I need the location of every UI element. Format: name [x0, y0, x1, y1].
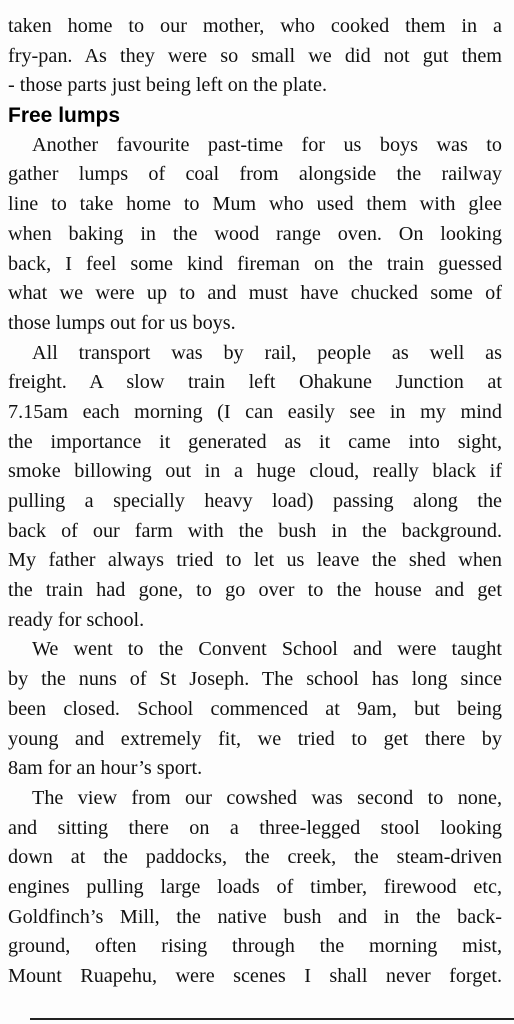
text-line: 7.15am each morning (I can easily see in my mind — [8, 400, 502, 423]
text-line: taken home to our mother, who cooked them in a — [8, 15, 502, 37]
text-line: Another favourite past-time for us boys was to — [32, 133, 502, 156]
text-line: ground, often rising through the morning mist, — [8, 935, 502, 958]
text-line: The view from our cowshed was second to none, — [32, 786, 502, 809]
text-line: - those parts just being left on the plate. — [8, 74, 327, 97]
paragraph-view — [8, 784, 502, 992]
text-line: down at the paddocks, the creek, the steam-driven — [8, 846, 502, 869]
text-line: gather lumps of coal from alongside the railway — [8, 163, 502, 186]
text-line: 8am for an hour’s sport. — [8, 757, 203, 780]
bottom-rule — [30, 1018, 514, 1020]
section-heading: Free lumps — [8, 104, 121, 128]
text-line: pulling a specially heavy load) passing along the — [8, 490, 502, 512]
text-line: and sitting there on a three-legged stool looking — [8, 816, 502, 839]
text-line: when baking in the wood range oven. On looking — [8, 222, 502, 245]
text-line: My father always tried to let us leave the shed when — [8, 549, 502, 572]
paragraph-coal — [8, 131, 502, 339]
text-line: Mount Ruapehu, were scenes I shall never forget. — [8, 965, 502, 987]
text-line: the importance it generated as it came into sight, — [8, 430, 502, 453]
text-line: what we were up to and must have chucked some of — [8, 282, 502, 305]
text-line: freight. A slow train left Ohakune Junction at — [8, 371, 502, 394]
text-line: Goldfinch’s Mill, the native bush and in the back- — [8, 905, 502, 928]
text-line: line to take home to Mum who used them with glee — [8, 193, 502, 216]
article-body — [8, 12, 502, 992]
intro-paragraph — [8, 12, 502, 101]
paragraph-transport — [8, 339, 502, 636]
text-line: smoke billowing out in a huge cloud, really black if — [8, 460, 502, 483]
text-line: engines pulling large loads of timber, firewood etc, — [8, 875, 502, 898]
text-line: young and extremely fit, we tried to get there by — [8, 727, 502, 750]
text-line: the train had gone, to go over to the house and get — [8, 579, 502, 602]
text-line: those lumps out for us boys. — [8, 311, 236, 334]
text-line: We went to the Convent School and were taught — [32, 638, 502, 661]
text-line: been closed. School commenced at 9am, but being — [8, 697, 502, 720]
text-line: ready for school. — [8, 608, 145, 631]
text-line: All transport was by rail, people as well as — [32, 341, 502, 364]
text-line: back, I feel some kind fireman on the train guessed — [8, 252, 502, 275]
paragraph-school — [8, 635, 502, 783]
text-line: by the nuns of St Joseph. The school has long since — [8, 668, 502, 691]
text-line: fry-pan. As they were so small we did not gut them — [8, 44, 502, 67]
text-line: back of our farm with the bush in the background. — [8, 519, 502, 542]
